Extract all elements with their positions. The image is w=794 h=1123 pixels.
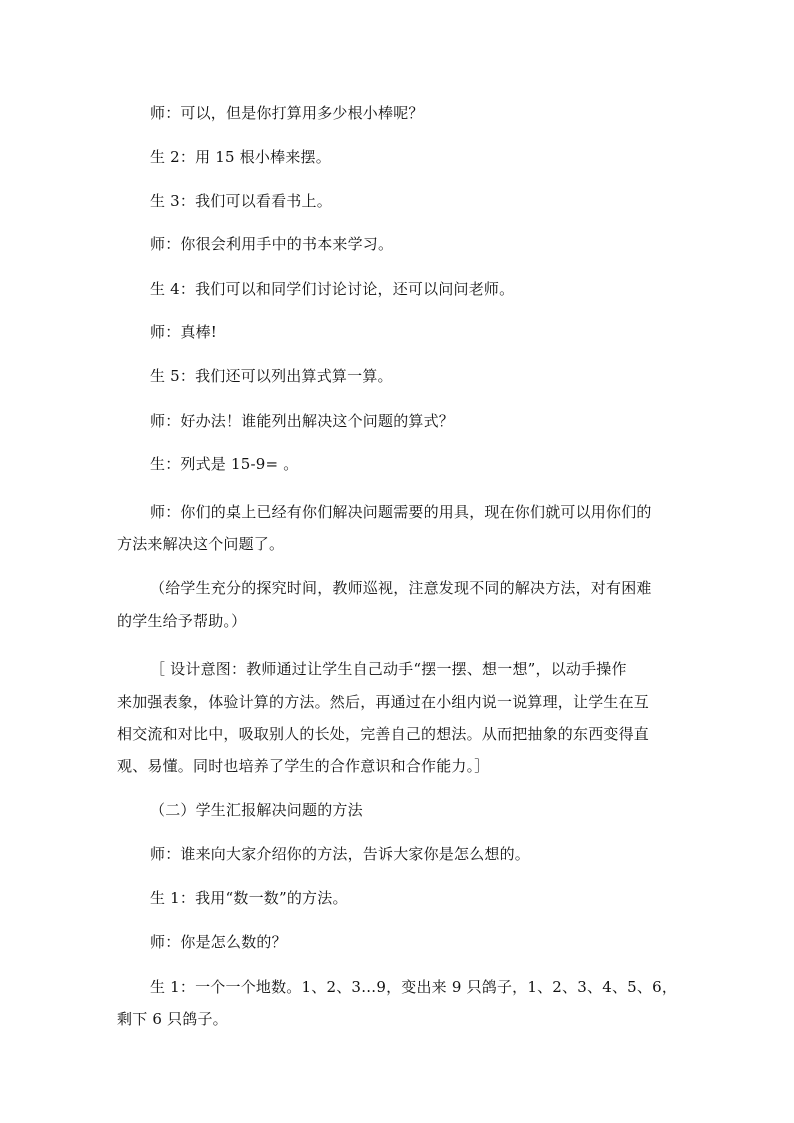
design-intent-line: ［ 设计意图：教师通过让学生自己动手“摆一摆、想一想”，以动手操作: [150, 660, 627, 678]
report-line: 生 1：我用“数一数”的方法。: [150, 889, 348, 907]
design-intent-line: 观、易懂。同时也培养了学生的合作意识和合作能力。］: [117, 757, 490, 775]
dialogue-line: 师：真棒!: [150, 323, 218, 341]
dialogue-line: 师：你很会利用手中的书本来学习。: [150, 235, 394, 253]
section-heading: （二）学生汇报解决问题的方法: [150, 801, 363, 819]
report-line: 师：谁来向大家介绍你的方法，告诉大家你是怎么想的。: [150, 845, 531, 863]
design-intent-line: 来加强表象，体验计算的方法。然后，再通过在小组内说一说算理，让学生在互: [117, 693, 650, 711]
note-line: 的学生给予帮助。）: [117, 612, 247, 630]
paragraph-line: 师：你们的桌上已经有你们解决问题需要的用具，现在你们就可以用你们的: [150, 503, 652, 521]
dialogue-line: 师：可以，但是你打算用多少根小棒呢？: [150, 104, 424, 122]
note-line: （给学生充分的探究时间，教师巡视，注意发现不同的解决方法，对有困难: [150, 579, 652, 597]
dialogue-line: 师：好办法！谁能列出解决这个问题的算式？: [150, 412, 455, 430]
counting-line: 生 1：一个一个地数。1、2、3…9，变出来 9 只鸽子，1、2、3、4、5、6，: [150, 978, 678, 996]
dialogue-line: 生 2：用 15 根小棒来摆。: [150, 148, 331, 166]
paragraph-line: 方法来解决这个问题了。: [117, 535, 285, 553]
counting-line: 剩下 6 只鸽子。: [117, 1010, 228, 1028]
dialogue-line: 生 3：我们可以看看书上。: [150, 192, 332, 210]
dialogue-line: 生：列式是 15-9= 。: [150, 455, 299, 473]
report-line: 师：你是怎么数的？: [150, 933, 287, 951]
design-intent-line: 相交流和对比中，吸取别人的长处，完善自己的想法。从而把抽象的东西变得直: [117, 725, 650, 743]
dialogue-line: 生 5：我们还可以列出算式算一算。: [150, 367, 393, 385]
dialogue-line: 生 4：我们可以和同学们讨论讨论，还可以问问老师。: [150, 280, 515, 298]
